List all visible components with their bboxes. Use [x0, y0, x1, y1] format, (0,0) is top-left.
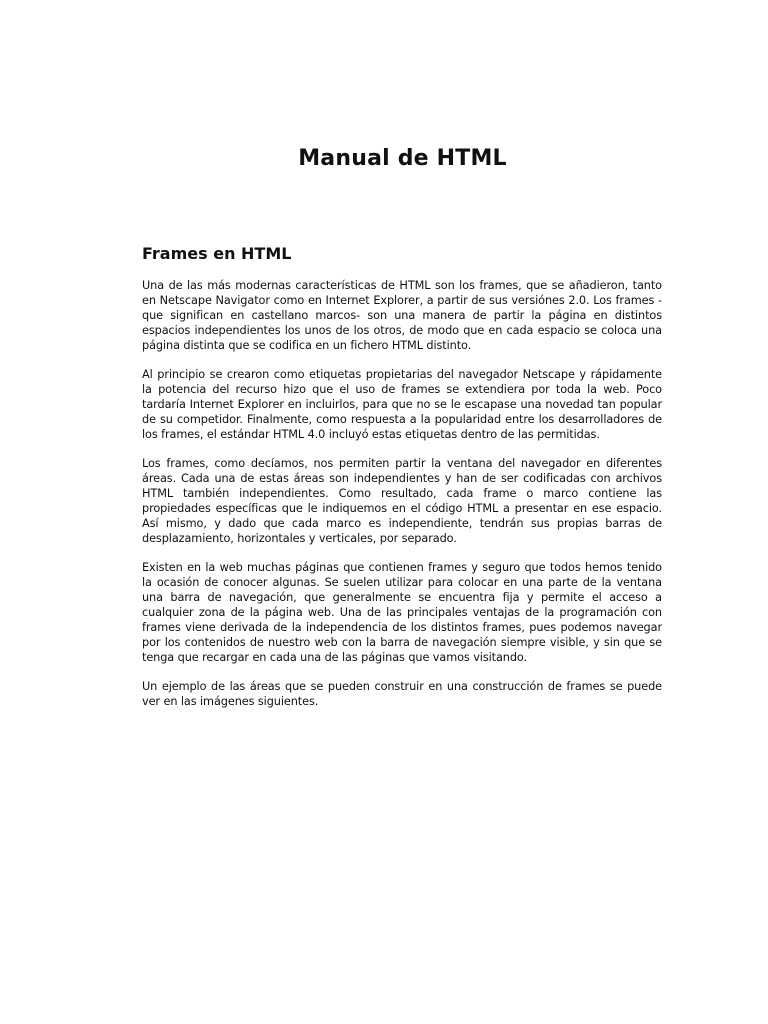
- page-title: Manual de HTML: [298, 146, 507, 171]
- paragraph-4: Existen en la web muchas páginas que contienen frames y seguro que todos hemos tenido la ocasión de conocer algunas. Se suelen utilizar para colocar en una parte de la ventana una barra de navegación, que generalmente se encuentra fija y permite el acceso a cualquier zona de la página web. Una de las principales ventajas de la programación con frames viene derivada de la independencia de los distintos frames, pues podemos navegar por los contenidos de nuestro web con la barra de navegación siempre visible, y sin que se tenga que recargar en cada una de las páginas que vamos visitando.: [142, 561, 662, 664]
- paragraph-3: Los frames, como decíamos, nos permiten partir la ventana del navegador en diferentes áreas. Cada una de estas áreas son independientes y han de ser codificadas con archivos HTML también independientes. Como resultado, cada frame o marco contiene las propiedades específicas que le indiquemos en el código HTML a presentar en ese espacio. Así mismo, y dado que cada marco es independiente, tendrán sus propias barras de desplazamiento, horizontales y verticales, por separado.: [142, 457, 662, 545]
- paragraph-1: Una de las más modernas características de HTML son los frames, que se añadieron, tanto en Netscape Navigator como en Internet Explorer, a partir de sus versiónes 2.0. Los frames -que significan en castellano marcos- son una manera de partir la página en distintos espacios independientes los unos de los otros, de modo que en cada espacio se coloca una página distinta que se codifica en un fichero HTML distinto.: [142, 279, 662, 352]
- paragraph-2: Al principio se crearon como etiquetas propietarias del navegador Netscape y rápidamente la potencia del recurso hizo que el uso de frames se extendiera por toda la web. Poco tardaría Internet Explorer en incluirlos, para que no se le escapase una novedad tan popular de su competidor. Finalmente, como respuesta a la popularidad entre los desarrolladores de los frames, el estándar HTML 4.0 incluyó estas etiquetas dentro de las permitidas.: [142, 368, 662, 441]
- document-body: [142, 244, 662, 723]
- section-heading: Frames en HTML: [142, 244, 292, 263]
- paragraph-5: Un ejemplo de las áreas que se pueden construir en una construcción de frames se puede ver en las imágenes siguientes.: [142, 680, 662, 708]
